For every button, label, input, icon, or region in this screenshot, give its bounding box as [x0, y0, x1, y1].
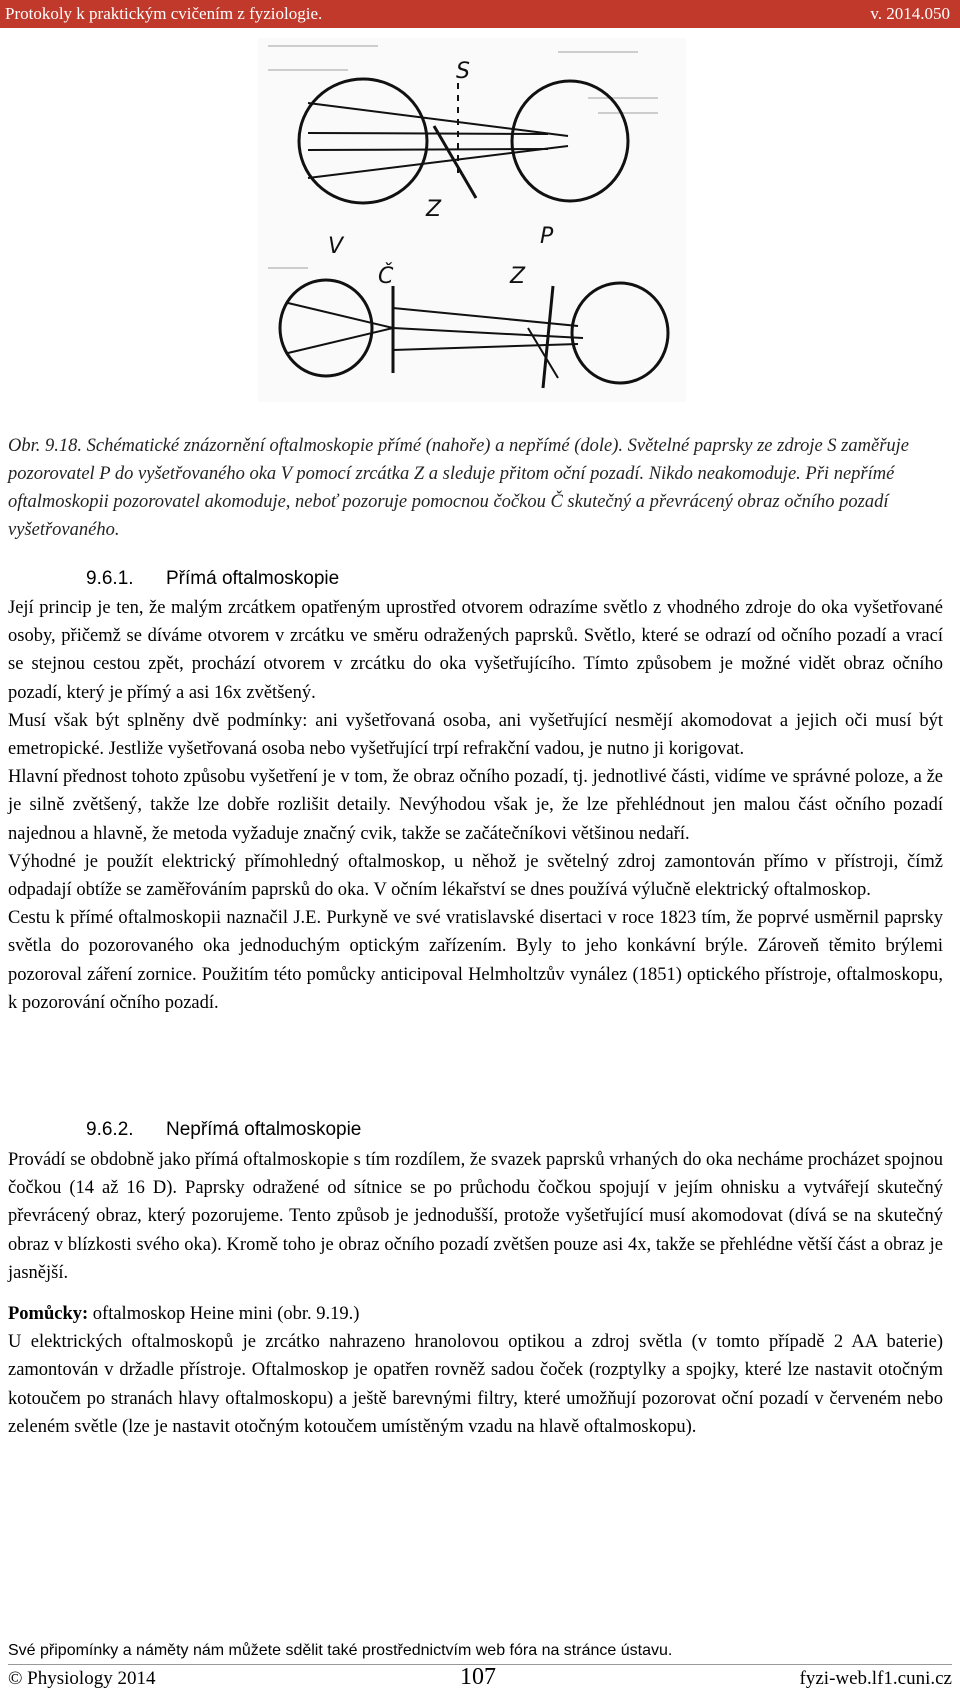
header-title: Protokoly k praktickým cvičením z fyziologie.	[5, 4, 323, 23]
header-version: v. 2014.050	[870, 4, 950, 23]
label-observer: P	[540, 224, 554, 249]
label-source: S	[456, 59, 470, 84]
tools-text: oftalmoskop Heine mini (obr. 9.19.)	[92, 1304, 360, 1324]
section-title: Přímá oftalmoskopie	[166, 568, 340, 589]
label-lens: Č	[378, 264, 394, 289]
footer-site: fyzi-web.lf1.cuni.cz	[799, 1668, 952, 1689]
section-number: 9.6.1.	[86, 568, 134, 589]
section-title: Nepřímá oftalmoskopie	[166, 1119, 362, 1140]
section-heading-direct	[86, 568, 339, 590]
section-heading-indirect	[86, 1119, 361, 1141]
paragraph: Musí však být splněny dvě podmínky: ani vyšetřovaná osoba, ani vyšetřující nesmějí akomodovat a jejich oči musí být emetropické. Jestliže vyšetřovaná osoba nebo vyšetřující trpí refrakční vadou, je nutno ji korigovat.	[8, 710, 943, 760]
paragraph: Hlavní přednost tohoto způsobu vyšetření je v tom, že obraz očního pozadí, tj. jednotlivé části, vidíme ve správné poloze, a že je silně zvětšený, takže lze dobře rozlišit detaily. Nevýhodou však je, že lze přehlédnout jen malou část očního pozadí najednou a hlavně, že metoda vyžaduje značný cvik, takže se začátečníkovi většinou nedaří.	[8, 767, 943, 844]
footer-note: Své připomínky a náměty nám můžete sdělit také prostřednictvím web fóra na stránce ústavu.	[8, 1642, 673, 1659]
section-number: 9.6.2.	[86, 1119, 134, 1140]
tools-label: Pomůcky:	[8, 1304, 89, 1324]
section-body-direct	[8, 594, 943, 1017]
paragraph: Cestu k přímé oftalmoskopii naznačil J.E. Purkyně ve své vratislavské disertaci v roce 1823 tím, že poprvé usměrnil paprsky světla do pozorovaného oka jednoduchým optickým zařízením. Byly to jeho konkávní brýle. Zároveň těmito brýlemi pozoroval záření zornice. Použitím této pomůcky anticipoval Helmholtzův vynález (1851) optického přístroje, oftalmoskopu, k pozorování očního pozadí.	[8, 908, 943, 1013]
figure-caption: Obr. 9.18. Schématické znázornění oftalmoskopie přímé (nahoře) a nepřímé (dole). Světelné paprsky ze zdroje S zaměřuje pozorovatel P do vyšetřovaného oka V pomocí zrcátka Z a sleduje přitom oční pozadí. Nikdo neakomoduje. Při nepřímé oftalmoskopii pozorovatel akomoduje, neboť pozoruje pomocnou čočkou Č skutečný a převrácený obraz očního pozadí vyšetřovaného.	[8, 436, 909, 540]
paragraph: Výhodné je použít elektrický přímohledný oftalmoskop, u něhož je světelný zdroj zamontován přímo v přístroji, čímž odpadají obtíže se zaměřováním paprsků do oka. V očním lékařství se dnes používá výlučně elektrický oftalmoskop.	[8, 851, 943, 901]
footer-copyright: © Physiology 2014	[8, 1668, 156, 1689]
label-mirror-top: Z	[426, 197, 442, 222]
label-patient: V	[328, 234, 344, 259]
page-number: 107	[460, 1664, 496, 1690]
ophthalmoscopy-figure	[258, 38, 686, 402]
page-header	[0, 0, 960, 28]
paragraph: Provádí se obdobně jako přímá oftalmoskopie s tím rozdílem, že svazek paprsků vrhaných do oka necháme procházet spojnou čočkou (14 až 16 D). Paprsky odražené od sítnice se po průchodu čočkou spojují v jejím ohnisku a vytvářejí skutečný převrácený obraz, který pozorujeme. Tento způsob je jednodušší, protože vyšetřující musí akomodovat (dívá se na skutečný obraz v blízkosti svého oka). Kromě toho je obraz očního pozadí zvětšen pouze asi 4x, takže se přehlédne větší část a obraz je jasnější.	[8, 1150, 943, 1283]
section-body-indirect	[8, 1146, 943, 1287]
label-mirror-bottom: Z	[510, 264, 526, 289]
tools-section	[8, 1300, 943, 1441]
paragraph: U elektrických oftalmoskopů je zrcátko nahrazeno hranolovou optikou a zdroj světla (v tomto případě 2 AA baterie) zamontován v držadle přístroje. Oftalmoskop je opatřen rovněž sadou čoček (rozptylky a spojky, které lze nastavit otočným kotoučem po stranách hlavy oftalmoskopu) a ještě barevnými filtry, které umožňují pozorovat oční pozadí v červeném nebo zeleném světle (lze je nastavit otočným kotoučem umístěným vzadu na hlavě oftalmoskopu).	[8, 1332, 943, 1437]
ophthalmoscopy-diagram	[258, 38, 686, 402]
paragraph: Její princip je ten, že malým zrcátkem opatřeným uprostřed otvorem odrazíme světlo z vhodného zdroje do oka vyšetřované osoby, přičemž se díváme otvorem v zrcátku ve směru odražených paprsků. Světlo, které se odrazí od očního pozadí a vrací se stejnou cestou zpět, prochází otvorem v zrcátku do oka vyšetřujícího. Tímto způsobem je možné vidět obraz očního pozadí, který je přímý a asi 16x zvětšený.	[8, 598, 943, 703]
